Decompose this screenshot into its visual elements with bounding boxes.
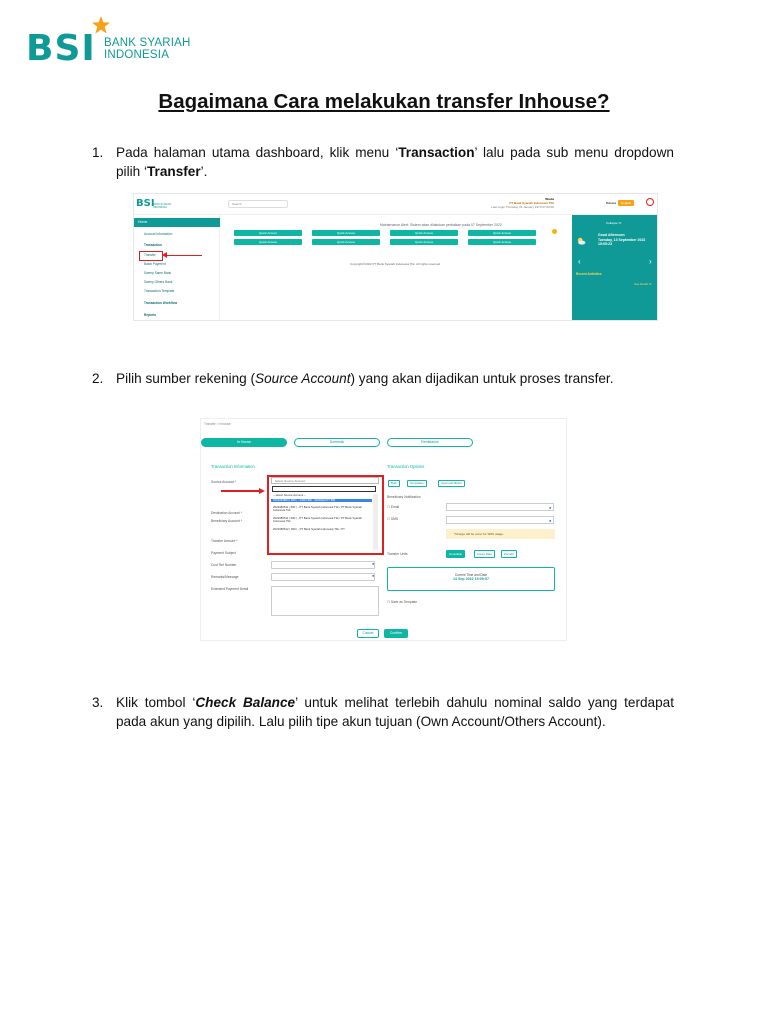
step-1	[92, 144, 674, 181]
copyright: Copyright©2022 PT Bank Syariah Indonesia Tbk. All rights reserved	[350, 262, 441, 266]
beneficiary-account-label: Beneficiary Account *	[211, 519, 243, 523]
current-time-value: 13 Sep 2022 15:09:07	[453, 577, 489, 581]
periodic-button[interactable]: Periodic	[501, 550, 517, 558]
gear-icon[interactable]	[552, 229, 557, 234]
source-account-select[interactable]: Select Source Account	[271, 477, 379, 484]
quick-access-button[interactable]: Quick Access	[468, 230, 536, 236]
text-run: ’ untuk melihat terlebih dahulu nominal saldo yang terdapat pada akun yang dipilih. Lalu pilih tipe akun tujuan (Own Account/Others Account).	[116, 695, 675, 729]
step-3	[92, 694, 674, 731]
highlight-box	[267, 475, 384, 555]
quick-access-button[interactable]: Quick Access	[312, 239, 380, 245]
dropdown-option[interactable]: 2022080512 | IDR | - PT Bank Syariah Indonesia Tbk / PT	[273, 527, 345, 531]
dropdown-option[interactable]: 7001234804 | IDR | - GIRO BSI - WADIAH PT BSI	[271, 499, 372, 502]
logo-sub: BANK SYARIAH	[153, 203, 172, 206]
breadcrumb: Transfer > Inhouse	[204, 422, 231, 426]
cancel-button[interactable]: Cancel	[357, 629, 379, 638]
greeting-time: 15:05:23	[598, 242, 613, 246]
sidebar-item-transfer[interactable]: Transfer	[144, 253, 156, 257]
sidebar-item-sweep-same-bank[interactable]: Sweep Same Bank	[144, 271, 172, 275]
star-icon	[92, 16, 110, 34]
step-text	[116, 144, 674, 181]
weather-icon	[576, 237, 586, 245]
chevron-right-icon[interactable]: ›	[649, 257, 652, 266]
chevron-left-icon[interactable]: ‹	[578, 257, 581, 266]
approval-matrix-button[interactable]: Approval Matrix	[438, 480, 465, 487]
dropdown-option[interactable]: 2022080511 | IDR | - PT Bank Syariah Indonesia Tbk / PT Bank Syariah Indonesia Tbk	[273, 505, 362, 513]
sidebar-item-reports[interactable]: Reports	[144, 313, 157, 317]
info-icon: ●	[372, 561, 375, 566]
logo-sub: INDONESIA	[153, 206, 167, 209]
email-label: Email	[390, 505, 400, 509]
text-run: ’ lalu pada sub menu dropdown pilih ‘	[116, 145, 674, 179]
step-2	[92, 370, 674, 389]
arrow-line	[221, 490, 261, 492]
step-number: 2.	[92, 371, 104, 386]
transfer-amount-label: Transfer Amount *	[211, 539, 238, 543]
text-run: Klik tombol ‘	[116, 695, 196, 710]
power-icon[interactable]	[646, 198, 654, 206]
info-icon: ●	[372, 573, 375, 578]
step-text	[116, 694, 674, 731]
cust-ref-label: Cust Ref Number	[211, 563, 237, 567]
bold-italic-run: Check Balance	[195, 695, 296, 710]
sidebar-item-transaction-workflow[interactable]: Transaction Workflow	[144, 301, 178, 305]
arrow-right-icon	[259, 488, 265, 494]
collapse-button[interactable]: Collapse ≫	[606, 221, 622, 225]
current-time-box	[387, 567, 555, 591]
greeting-date: Tuesday, 13 September 2022	[598, 237, 646, 242]
bulk-button[interactable]: Bulk	[388, 480, 400, 487]
sidebar-item-batch-payment[interactable]: Batch Payment	[144, 262, 166, 266]
user-company: PT Bank Syariah Indonesia Tbk	[509, 201, 554, 205]
bsi-logo	[26, 16, 206, 69]
search-input[interactable]	[228, 200, 288, 208]
text-run: Pilih sumber rekening (	[116, 371, 256, 386]
sidebar-item-sweep-others-bank[interactable]: Sweep Others Bank	[144, 280, 173, 284]
save-template-checkbox[interactable]: ☐ Save as Template	[387, 600, 418, 604]
immediate-button[interactable]: Immediate	[446, 550, 465, 558]
step-text	[116, 370, 674, 389]
text-run: ’.	[200, 163, 208, 179]
beneficiary-notification-label: Beneficiary Notification	[387, 495, 421, 499]
templates-button[interactable]: Templates	[407, 480, 427, 487]
highlight-box	[139, 251, 163, 261]
cust-ref-input[interactable]	[271, 561, 375, 569]
destination-account-label: Destination Account *	[211, 511, 243, 515]
greeting	[598, 233, 645, 247]
sidebar-item-transaction-template[interactable]: Transaction Template	[144, 289, 175, 293]
language-switch[interactable]	[606, 200, 634, 206]
quick-access-button[interactable]: Quick Access	[312, 230, 380, 236]
logo-line2: INDONESIA	[104, 49, 170, 61]
sidebar-item-account-information[interactable]: Account Information	[144, 232, 173, 236]
logo-wordmark	[104, 37, 191, 61]
remarks-input[interactable]	[271, 573, 375, 581]
bold-run: Transaction	[398, 145, 475, 160]
source-account-label: Source Account *	[211, 480, 237, 484]
dashboard-screenshot	[133, 193, 658, 321]
page-title: Bagaimana Cara melakukan transfer Inhouse?	[158, 90, 610, 113]
last-login: Last Login Thursday 01 January 1970 07:00:00	[491, 205, 554, 209]
info-icon: ●	[549, 518, 552, 523]
user-name: Wisda	[545, 197, 554, 201]
dashboard-topbar	[134, 194, 658, 215]
sms-charge-note: *Charge will be occur for SMS usage.	[446, 529, 555, 539]
future-date-button[interactable]: Future Date	[474, 550, 495, 558]
dashboard-logo: BSI	[136, 198, 155, 209]
tab-remittance[interactable]: Remittance	[387, 438, 473, 447]
step-number: 1.	[92, 145, 104, 160]
see-detail-link[interactable]: See Detail ≫	[634, 282, 652, 286]
text-run: Pada halaman utama dashboard, klik menu ‘	[116, 145, 399, 160]
step-number: 3.	[92, 695, 104, 710]
search-placeholder: Search	[232, 202, 242, 206]
quick-access-button[interactable]: Quick Access	[390, 239, 458, 245]
lang-english[interactable]: English	[618, 200, 634, 206]
section-transaction-options: Transaction Options	[387, 464, 425, 469]
info-icon: ●	[549, 505, 552, 510]
section-transaction-information: Transaction Information	[211, 464, 255, 469]
dashboard-sidebar	[134, 215, 220, 321]
sms-input[interactable]	[446, 516, 554, 524]
lang-label: Bahasa	[606, 201, 617, 205]
sms-checkbox[interactable]: ☐ SMS	[387, 517, 399, 521]
save-template-label: Save as Template	[390, 600, 418, 604]
greeting-panel	[572, 215, 658, 321]
quick-access-button[interactable]: Quick Access	[468, 239, 536, 245]
bold-run: Transfer	[146, 163, 201, 179]
quick-access-button[interactable]: Quick Access	[390, 230, 458, 236]
transfer-form-screenshot	[200, 418, 567, 641]
email-checkbox[interactable]: ☐ Email	[387, 505, 400, 509]
extended-payment-textarea[interactable]	[271, 586, 379, 616]
tab-in-house[interactable]: In House	[201, 438, 287, 447]
payment-subject-label: Payment Subject	[211, 551, 236, 555]
sidebar-item-transaction[interactable]: Transaction	[144, 243, 162, 247]
logo-line1: BANK SYARIAH	[104, 37, 191, 49]
maintenance-alert: Maintenance Alert: Sistem akan dilakukan perbaikan pada 07 September 2022	[380, 223, 502, 227]
logo-mark: BSI	[26, 28, 96, 69]
current-time-label: Current Time and Date	[454, 573, 488, 577]
dropdown-option[interactable]: -- select Source Account --	[273, 493, 306, 497]
dashboard-main	[220, 215, 572, 321]
greeting-text: Good Afternoon	[598, 233, 625, 237]
arrow-line	[164, 255, 202, 257]
quick-access-button[interactable]: Quick Access	[234, 239, 302, 245]
dashboard-logo-text	[153, 203, 171, 209]
remarks-label: Remarks/Message	[211, 575, 239, 579]
text-run: ) yang akan dijadikan untuk proses transfer.	[350, 371, 614, 386]
email-input[interactable]	[446, 503, 554, 511]
extended-payment-label: Extended Payment Detail	[211, 587, 249, 591]
italic-run: Source Account	[255, 371, 351, 386]
confirm-button[interactable]: Confirm	[384, 629, 408, 638]
recent-activities: Recent Activities	[576, 272, 602, 276]
tab-domestic[interactable]: Domestic	[294, 438, 380, 447]
user-info	[474, 197, 554, 209]
dropdown-option[interactable]: 2022080511 | IDR | - PT Bank Syariah Indonesia Tbk / PT Bank Syariah Indonesia Tbk	[273, 516, 362, 524]
quick-access-button[interactable]: Quick Access	[234, 230, 302, 236]
sidebar-item-home[interactable]: Home	[134, 218, 220, 227]
transfer-units-label: Transfer Units	[387, 552, 408, 556]
sms-label: SMS	[390, 517, 399, 521]
